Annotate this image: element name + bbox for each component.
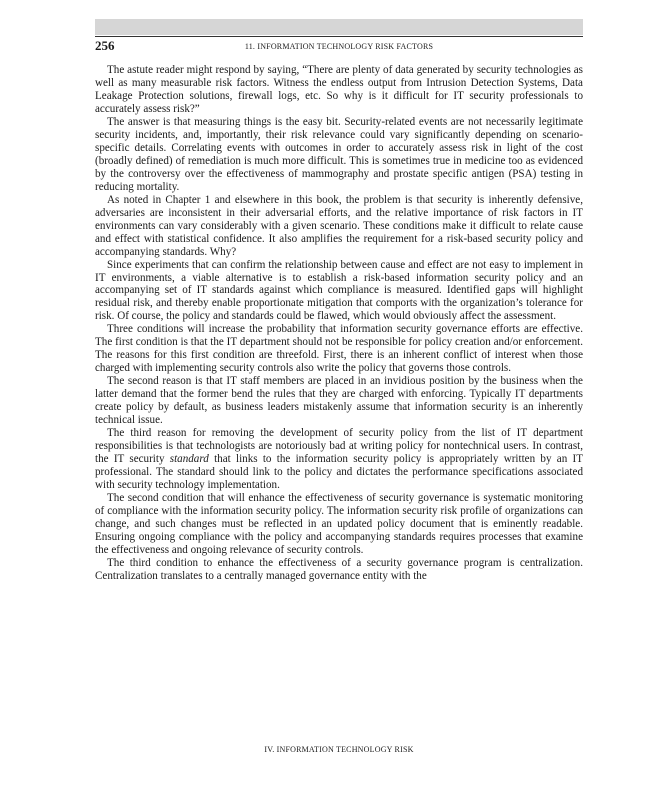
paragraph: The second reason is that IT staff members are placed in an invidious position by the business when the latter demand that the former bend the rules that they are charged with enforcing. Typically IT departments create policy by default, as business leaders mistakenly assume that information security is an inherently technical issue.	[95, 375, 583, 427]
paragraph: The answer is that measuring things is the easy bit. Security-related events are not necessarily legitimate security incidents, and, importantly, their risk relevance could vary significantly depending on scenario-specific details. Correlating events with outcomes in order to accurately assess risk in light of the cost (broadly defined) of remediation is much more difficult. This is sometimes true in medicine too as evidenced by the controversy over the effectiveness of mammography and prostate specific antigen (PSA) testing in reducing mortality.	[95, 115, 583, 193]
paragraph: The second condition that will enhance the effectiveness of security governance is systematic monitoring of compliance with the information security policy. The information security risk profile of organizations can change, and such changes must be reflected in an updated policy document that is eminently readable. Ensuring ongoing compliance with the policy and accompanying standards requires processes that examine the effectiveness and ongoing relevance of security controls.	[95, 491, 583, 556]
paragraph: The astute reader might respond by saying, “There are plenty of data generated by security technologies as well as many measurable risk factors. Witness the endless output from Intrusion Detection Systems, Data Leakage Protection solutions, firewall logs, etc. So why is it difficult for IT security professionals to accurately assess risk?”	[95, 64, 583, 115]
page-number: 256	[95, 38, 115, 53]
emphasis: standard	[169, 453, 209, 466]
header-rule	[95, 36, 583, 37]
body-text	[95, 64, 583, 583]
running-head: 11. INFORMATION TECHNOLOGY RISK FACTORS	[244, 42, 434, 51]
paragraph-text: that links to the information security policy is appropriately written by an IT professional. The standard should link to the policy and dictates the performance specifications associated with security technology implementation.	[95, 453, 583, 491]
running-foot: IV. INFORMATION TECHNOLOGY RISK	[264, 745, 414, 754]
paragraph: Since experiments that can confirm the relationship between cause and effect are not easy to implement in IT environments, a viable alternative is to establish a risk-based information security policy and an accompanying set of IT standards against which compliance is measured. Identified gaps will highlight residual risk, and thereby enable proportionate mitigation that comports with the organization’s tolerance for risk. Of course, the policy and standards could be flawed, which would obviously affect the assessment.	[95, 258, 583, 323]
paragraph: As noted in Chapter 1 and elsewhere in this book, the problem is that security is inherently defensive, adversaries are inconsistent in their adversarial efforts, and the relative importance of risk factors in IT environments can vary considerably with a given scenario. These conditions make it difficult to relate cause and effect with statistical confidence. It also amplifies the requirement for a risk-based security policy and accompanying standards. Why?	[95, 193, 583, 258]
paragraph: The third condition to enhance the effectiveness of a security governance program is centralization. Centralization translates to a centrally managed governance entity with the	[95, 556, 583, 582]
paragraph	[95, 427, 583, 492]
header-band	[95, 19, 583, 35]
paragraph: Three conditions will increase the probability that information security governance efforts are effective. The first condition is that the IT department should not be responsible for policy creation and/or enforcement. The reasons for this first condition are threefold. First, there is an inherent conflict of interest when those charged with implementing security controls also write the policy that governs those controls.	[95, 323, 583, 375]
paragraph-text: The third reason for removing the development of security policy from the list of IT department responsibilities is that technologists are notoriously bad at writing policy for nontechnical users. In contrast, the IT security	[95, 427, 583, 466]
